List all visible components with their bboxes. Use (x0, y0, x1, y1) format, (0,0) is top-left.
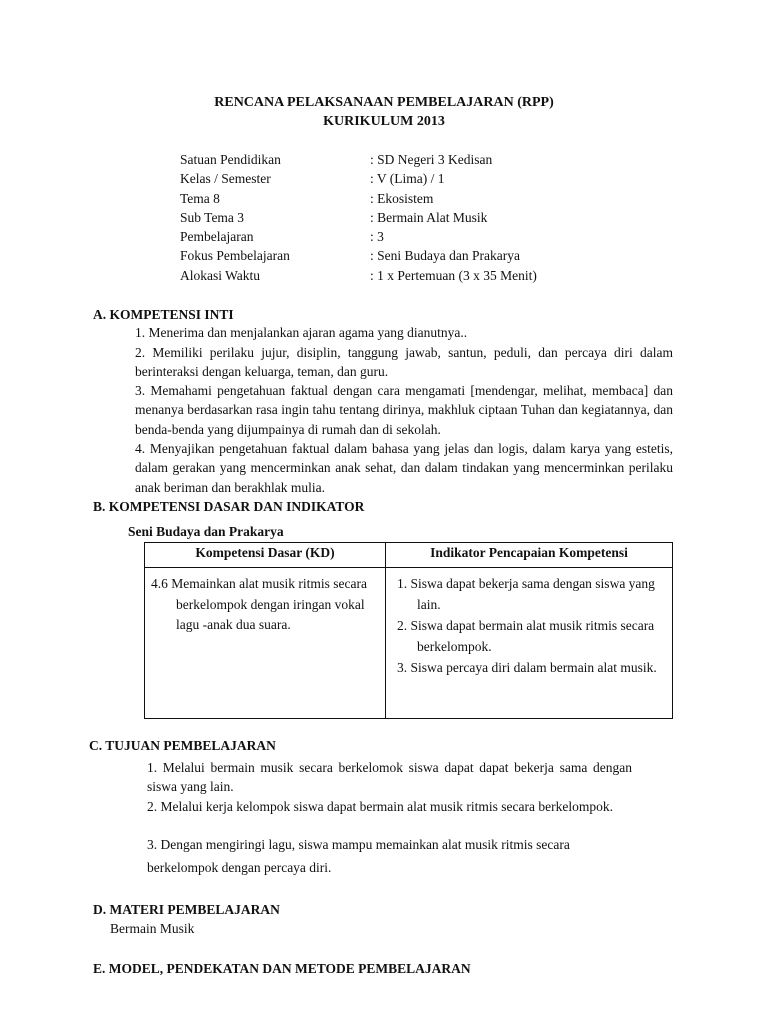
identity-block (180, 150, 600, 285)
competency-table (144, 542, 673, 719)
section-heading-materi: D. MATERI PEMBELAJARAN (93, 902, 280, 917)
info-label: Satuan Pendidikan (180, 152, 281, 167)
section-heading-tujuan: C. TUJUAN PEMBELAJARAN (89, 738, 276, 753)
info-value: : Ekosistem (370, 190, 434, 206)
info-label: Kelas / Semester (180, 171, 271, 187)
info-row (180, 227, 600, 246)
info-label: Pembelajaran (180, 229, 254, 245)
subject-subheading: Seni Budaya dan Prakarya (128, 524, 284, 539)
indicator-item: 2. Siswa dapat bermain alat musik ritmis secara berkelompok. (397, 618, 655, 654)
indicator-item: 3. Siswa percaya diri dalam bermain alat musik. (397, 660, 657, 675)
info-label: Fokus Pembelajaran (180, 248, 290, 264)
tujuan-item-continuation: berkelompok dengan percaya diri. (147, 860, 332, 875)
info-label: Tema 8 (180, 190, 220, 206)
table-header-row (145, 543, 673, 568)
table-row (145, 568, 673, 719)
kd-text: 4.6 Memainkan alat musik ritmis secara berkelompok dengan iringan vokal lagu -anak dua suara. (151, 576, 367, 632)
info-value: : Bermain Alat Musik (370, 209, 488, 225)
info-row (180, 266, 600, 285)
table-header-indikator: Indikator Pencapaian Kompetensi (386, 543, 673, 568)
section-heading-kompetensi-dasar: B. KOMPETENSI DASAR DAN INDIKATOR (93, 499, 365, 514)
table-header-kd: Kompetensi Dasar (KD) (145, 543, 386, 568)
indicator-item: 1. Siswa dapat bekerja sama dengan siswa yang lain. (397, 576, 655, 612)
materi-content: Bermain Musik (110, 921, 195, 936)
info-value: : 1 x Pertemuan (3 x 35 Menit) (370, 267, 537, 283)
indicator-cell (386, 568, 673, 719)
kompetensi-inti-item: 3. Memahami pengetahuan faktual dengan cara mengamati [mendengar, melihat, membaca] dan menanya berdasarkan rasa ingin tahu tentang dirinya, makhluk ciptaan Tuhan dan kegiatannya, dan benda-benda yang dijumpainya di rumah dan di sekolah. (135, 383, 673, 437)
document-title: RENCANA PELAKSANAAN PEMBELAJARAN (RPP) (214, 95, 554, 110)
info-value: : SD Negeri 3 Kedisan (370, 152, 493, 167)
info-row (180, 189, 600, 208)
kd-cell (145, 568, 386, 719)
info-row (180, 150, 600, 169)
kompetensi-inti-item: 4. Menyajikan pengetahuan faktual dalam bahasa yang jelas dan logis, dalam karya yang estetis, dalam gerakan yang mencerminkan anak sehat, dan dalam tindakan yang mencerminkan perilaku anak beriman dan berakhlak mulia. (135, 441, 673, 495)
tujuan-item: 3. Dengan mengiringi lagu, siswa mampu memainkan alat musik ritmis secara (147, 837, 570, 852)
info-value: : Seni Budaya dan Prakarya (370, 248, 520, 264)
tujuan-item: 2. Melalui kerja kelompok siswa dapat bermain alat musik ritmis secara berkelompok. (147, 799, 613, 814)
info-value: : 3 (370, 229, 384, 245)
tujuan-item: 1. Melalui bermain musik secara berkelomok siswa dapat dapat bekerja sama dengan siswa yang lain. (147, 760, 632, 795)
info-label: Sub Tema 3 (180, 209, 245, 225)
info-value: : V (Lima) / 1 (370, 171, 445, 187)
section-heading-kompetensi-inti: A. KOMPETENSI INTI (93, 307, 234, 322)
kompetensi-inti-item: 1. Menerima dan menjalankan ajaran agama yang dianutnya.. (135, 325, 468, 340)
document-subtitle: KURIKULUM 2013 (323, 114, 445, 129)
info-row (180, 246, 600, 265)
kompetensi-inti-item: 2. Memiliki perilaku jujur, disiplin, tanggung jawab, santun, peduli, dan percaya diri dalam berinteraksi dengan keluarga, teman, dan guru. (135, 345, 673, 380)
info-row (180, 208, 600, 227)
info-label: Alokasi Waktu (180, 267, 261, 283)
section-heading-model: E. MODEL, PENDEKATAN DAN METODE PEMBELAJARAN (93, 961, 471, 976)
info-row (180, 169, 600, 188)
